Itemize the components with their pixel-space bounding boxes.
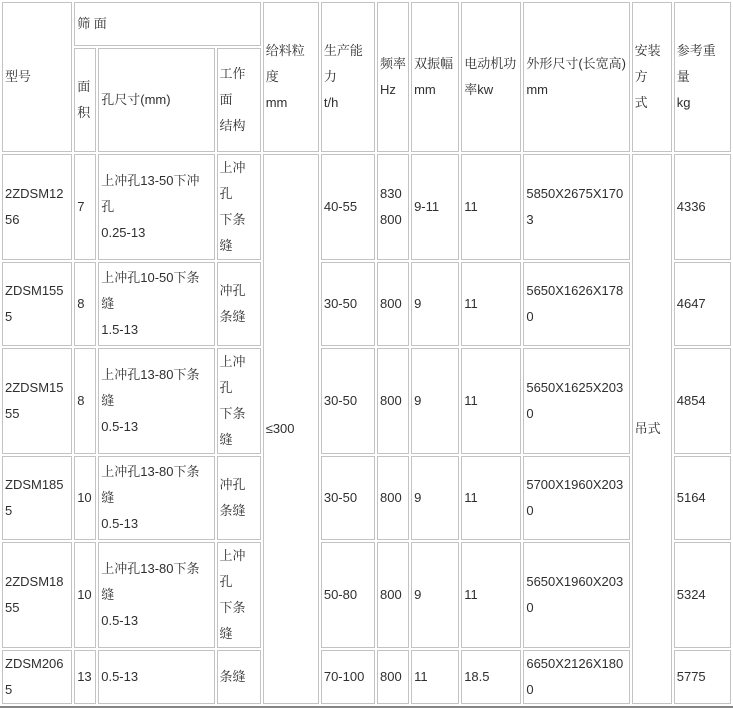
table-row — [2, 542, 731, 648]
header-dimensions: 外形尺寸(长宽高) mm — [523, 2, 629, 152]
table-row — [2, 650, 731, 704]
cell-motor-power: 11 — [461, 262, 521, 346]
cell-area: 8 — [74, 262, 96, 346]
cell-frequency: 830 800 — [377, 154, 409, 260]
cell-structure: 上冲孔 下条缝 — [217, 154, 261, 260]
table-row — [2, 456, 731, 540]
cell-dimensions: 6650X2126X1800 — [523, 650, 629, 704]
cell-area: 13 — [74, 650, 96, 704]
cell-hole-size: 0.5-13 — [98, 650, 214, 704]
cell-model: 2ZDSM1855 — [2, 542, 72, 648]
cell-weight: 5324 — [674, 542, 731, 648]
header-hole-size: 孔尺寸(mm) — [98, 48, 214, 152]
cell-amplitude: 9 — [411, 456, 459, 540]
cell-capacity: 30-50 — [321, 456, 375, 540]
cell-structure: 条缝 — [217, 650, 261, 704]
cell-capacity: 30-50 — [321, 348, 375, 454]
cell-model: 2ZDSM1555 — [2, 348, 72, 454]
cell-amplitude: 11 — [411, 650, 459, 704]
cell-frequency: 800 — [377, 348, 409, 454]
cell-area: 7 — [74, 154, 96, 260]
cell-dimensions: 5650X1626X1780 — [523, 262, 629, 346]
cell-structure: 上冲孔 下条缝 — [217, 542, 261, 648]
cell-hole-size: 上冲孔13-80下条缝 0.5-13 — [98, 542, 214, 648]
cell-hole-size: 上冲孔13-80下条缝 0.5-13 — [98, 348, 214, 454]
cell-hole-size: 上冲孔10-50下条缝 1.5-13 — [98, 262, 214, 346]
cell-weight: 4854 — [674, 348, 731, 454]
header-structure: 工作面 结构 — [217, 48, 261, 152]
cell-motor-power: 11 — [461, 456, 521, 540]
cell-amplitude: 9 — [411, 348, 459, 454]
header-frequency: 频率 Hz — [377, 2, 409, 152]
header-feed-size: 给料粒度 mm — [263, 2, 319, 152]
cell-weight: 5775 — [674, 650, 731, 704]
header-amplitude: 双振幅 mm — [411, 2, 459, 152]
cell-capacity: 40-55 — [321, 154, 375, 260]
cell-dimensions: 5850X2675X1703 — [523, 154, 629, 260]
table-row — [2, 154, 731, 260]
cell-weight: 4336 — [674, 154, 731, 260]
table-row — [2, 262, 731, 346]
cell-feed-size-merged: ≤300 — [263, 154, 319, 704]
cell-amplitude: 9 — [411, 262, 459, 346]
cell-dimensions: 5650X1625X2030 — [523, 348, 629, 454]
cell-motor-power: 11 — [461, 154, 521, 260]
cell-capacity: 50-80 — [321, 542, 375, 648]
cell-amplitude: 9 — [411, 542, 459, 648]
cell-amplitude: 9-11 — [411, 154, 459, 260]
cell-frequency: 800 — [377, 262, 409, 346]
cell-frequency: 800 — [377, 650, 409, 704]
header-model: 型号 — [2, 2, 72, 152]
cell-model: 2ZDSM1256 — [2, 154, 72, 260]
cell-area: 10 — [74, 542, 96, 648]
cell-frequency: 800 — [377, 542, 409, 648]
cell-area: 10 — [74, 456, 96, 540]
header-weight: 参考重量 kg — [674, 2, 731, 152]
header-screen-group: 筛 面 — [74, 2, 261, 46]
header-installation: 安装方 式 — [632, 2, 672, 152]
cell-structure: 冲孔 条缝 — [217, 262, 261, 346]
cell-area: 8 — [74, 348, 96, 454]
cell-motor-power: 11 — [461, 348, 521, 454]
header-area: 面 积 — [74, 48, 96, 152]
header-row-1 — [2, 2, 731, 46]
cell-structure: 冲孔 条缝 — [217, 456, 261, 540]
cell-model: ZDSM1555 — [2, 262, 72, 346]
cell-capacity: 30-50 — [321, 262, 375, 346]
cell-model: ZDSM2065 — [2, 650, 72, 704]
cell-hole-size: 上冲孔13-80下条缝 0.5-13 — [98, 456, 214, 540]
cell-weight: 5164 — [674, 456, 731, 540]
cell-model: ZDSM1855 — [2, 456, 72, 540]
cell-motor-power: 11 — [461, 542, 521, 648]
cell-installation-merged: 吊式 — [632, 154, 672, 704]
cell-frequency: 800 — [377, 456, 409, 540]
table-row — [2, 348, 731, 454]
cell-weight: 4647 — [674, 262, 731, 346]
cell-structure: 上冲孔 下条缝 — [217, 348, 261, 454]
header-motor-power: 电动机功 率kw — [461, 2, 521, 152]
cell-capacity: 70-100 — [321, 650, 375, 704]
cell-motor-power: 18.5 — [461, 650, 521, 704]
cell-dimensions: 5650X1960X2030 — [523, 542, 629, 648]
cell-hole-size: 上冲孔13-50下冲孔 0.25-13 — [98, 154, 214, 260]
cell-dimensions: 5700X1960X2030 — [523, 456, 629, 540]
header-capacity: 生产能力 t/h — [321, 2, 375, 152]
